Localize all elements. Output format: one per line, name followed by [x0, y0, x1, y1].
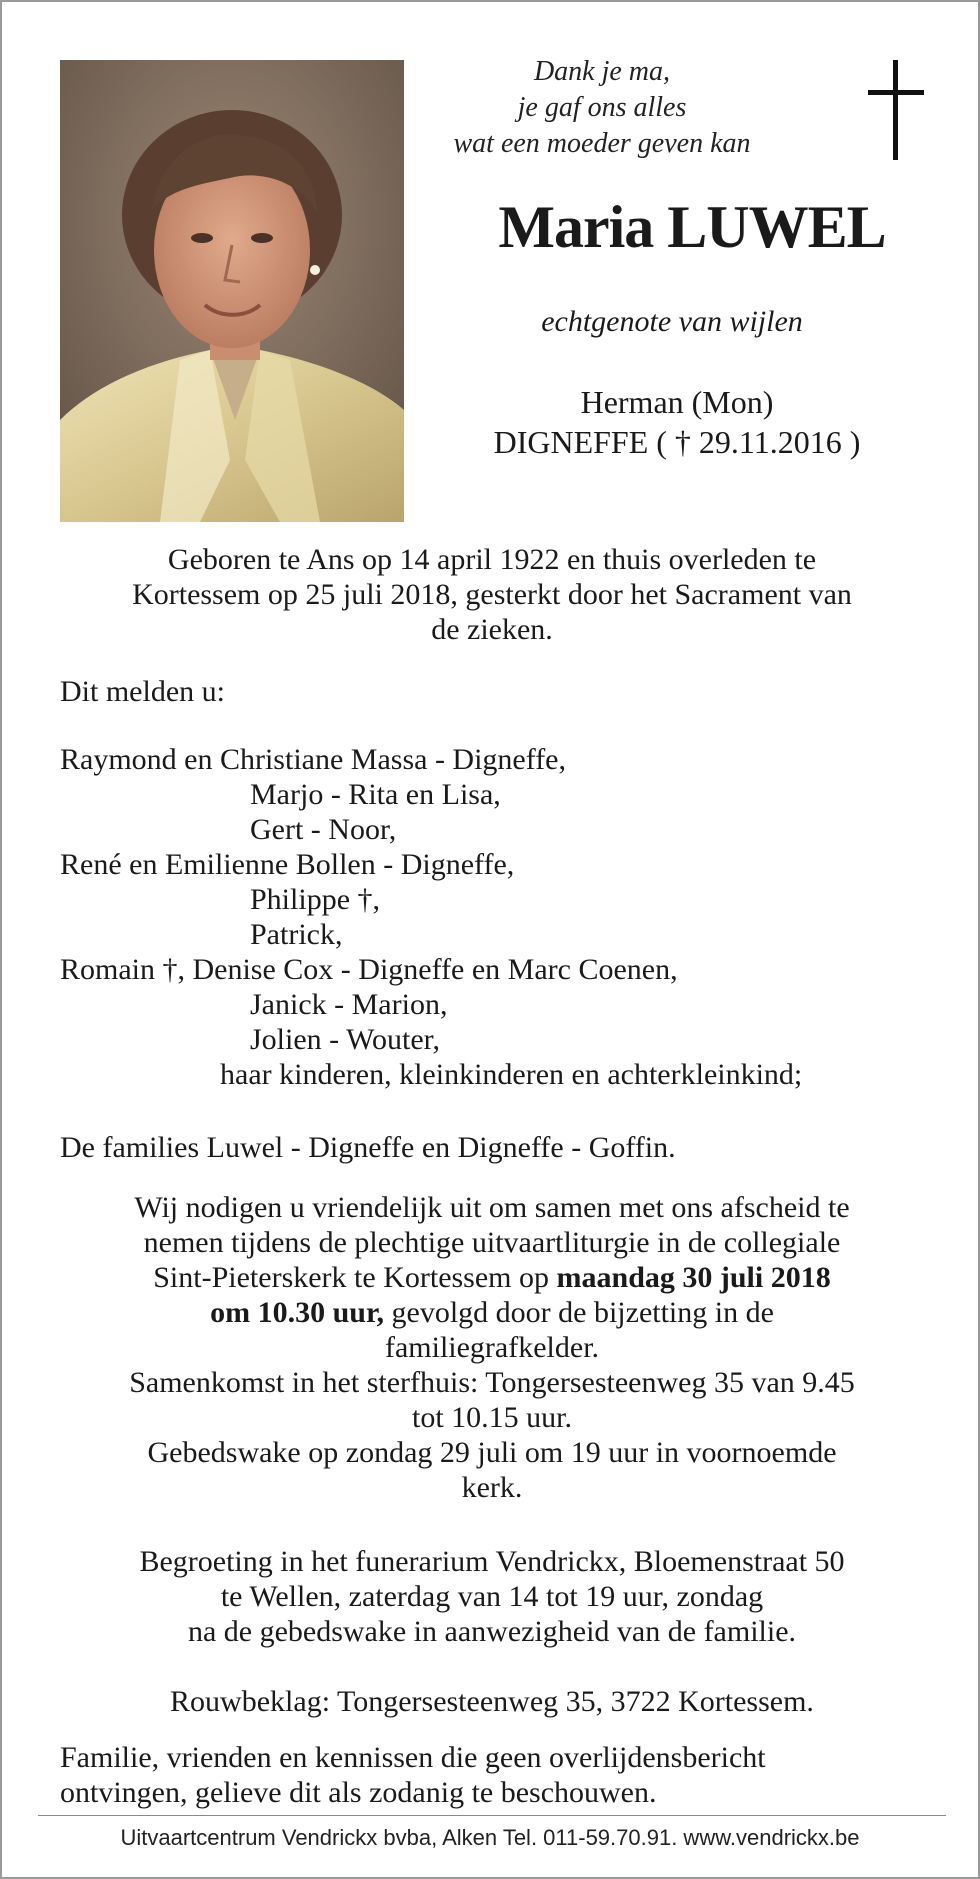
cross-icon — [868, 60, 924, 160]
text-line: Geboren te Ans op 14 april 1922 en thuis overleden te — [167, 543, 817, 576]
text-line: Kortessem op 25 juli 2018, gesterkt door het Sacrament van — [132, 578, 852, 611]
closing-paragraph — [60, 1740, 924, 1810]
deceased-name: Maria LUWEL — [498, 194, 886, 260]
spouse-line: DIGNEFFE ( † 29.11.2016 ) — [493, 424, 861, 460]
text-line: Familie, vrienden en kennissen die geen overlijdensbericht — [60, 1741, 766, 1774]
text-line: te Wellen, zaterdag van 14 tot 19 uur, zondag — [220, 1580, 764, 1613]
motto-line: je gaf ons alles — [517, 92, 687, 123]
family-line: René en Emilienne Bollen - Digneffe, — [60, 848, 515, 881]
family-line: Raymond en Christiane Massa - Digneffe, — [60, 743, 567, 776]
text-line: Begroeting in het funerarium Vendrickx, Bloemenstraat 50 — [139, 1545, 845, 1578]
spouse-name — [442, 382, 912, 462]
family-list — [60, 742, 924, 1092]
portrait-photo — [60, 60, 404, 522]
text-line: de zieken. — [431, 613, 553, 646]
text-line: na de gebedswake in aanwezigheid van de familie. — [187, 1615, 797, 1648]
family-summary: haar kinderen, kleinkinderen en achterkleinkind; — [220, 1058, 803, 1091]
greeting-paragraph — [60, 1544, 924, 1649]
birth-paragraph — [60, 542, 924, 647]
family-line: Romain †, Denise Cox - Digneffe en Marc Coenen, — [60, 953, 678, 986]
condolence-address: Rouwbeklag: Tongersesteenweg 35, 3722 Kortessem. — [170, 1685, 814, 1718]
announce-line: Dit melden u: — [60, 675, 225, 708]
text-line: familiegrafkelder. — [384, 1331, 600, 1364]
family-line: Janick - Marion, — [250, 988, 448, 1021]
text-span: gevolgd door de bijzetting in de — [384, 1296, 774, 1329]
text-span: Sint-Pieterskerk te Kortessem op — [153, 1261, 557, 1294]
text-line: ontvingen, gelieve dit als zodanig te beschouwen. — [60, 1776, 657, 1809]
funeral-date: maandag 30 juli 2018 — [556, 1261, 831, 1294]
text-line — [60, 1260, 924, 1295]
motto-line: wat een moeder geven kan — [453, 128, 751, 159]
families-line: De families Luwel - Digneffe en Digneffe - Goffin. — [60, 1131, 676, 1164]
text-line: kerk. — [461, 1471, 523, 1504]
text-line: nemen tijdens de plechtige uitvaartliturgie in de collegiale — [143, 1226, 841, 1259]
family-line: Gert - Noor, — [250, 813, 397, 846]
motto-line: Dank je ma, — [533, 56, 671, 87]
family-line: Marjo - Rita en Lisa, — [250, 778, 501, 811]
spouse-line: Herman (Mon) — [580, 384, 774, 420]
funeral-time: om 10.30 uur, — [210, 1296, 384, 1329]
spouse-intro: echtgenote van wijlen — [541, 305, 803, 338]
text-line: Samenkomst in het sterfhuis: Tongersesteenweg 35 van 9.45 — [129, 1366, 855, 1399]
text-line: Wij nodigen u vriendelijk uit om samen met ons afscheid te — [134, 1191, 850, 1224]
motto-verse — [442, 54, 762, 162]
family-line: Patrick, — [250, 918, 343, 951]
footer-funeral-home: Uitvaartcentrum Vendrickx bvba, Alken Tel. 011-59.70.91. www.vendrickx.be — [120, 1825, 860, 1850]
text-line: tot 10.15 uur. — [411, 1401, 572, 1434]
family-line: Jolien - Wouter, — [250, 1023, 440, 1056]
divider — [38, 1815, 946, 1816]
family-line: Philippe †, — [250, 883, 381, 916]
text-line: Gebedswake op zondag 29 juli om 19 uur in voornoemde — [147, 1436, 837, 1469]
invitation-paragraph — [60, 1190, 924, 1505]
text-line — [60, 1295, 924, 1330]
